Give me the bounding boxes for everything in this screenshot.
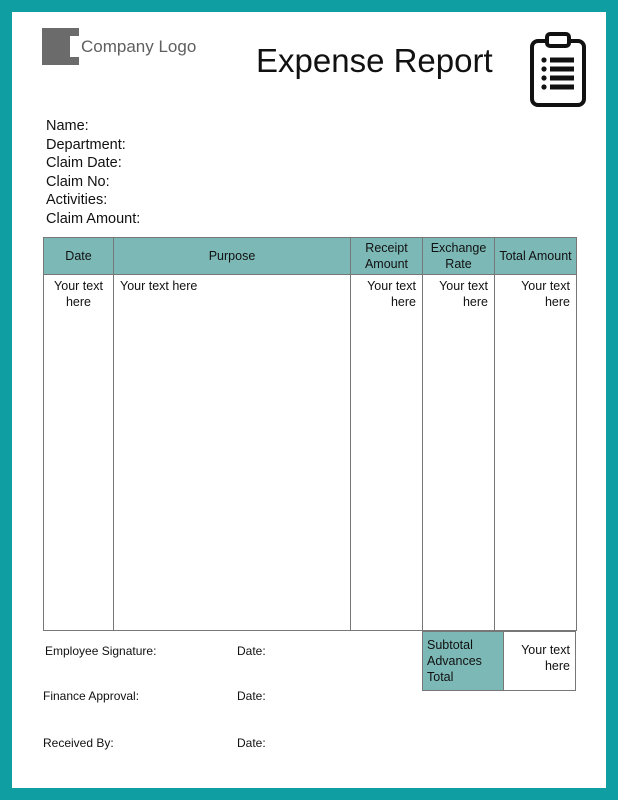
col-header-purpose: Purpose [114,238,351,275]
cell-receipt-amount[interactable]: Your text here [351,275,423,631]
claim-amount-label: Claim Amount: [46,210,141,227]
page-title: Expense Report [256,42,493,79]
totals-labels [423,632,504,691]
cell-purpose[interactable]: Your text here [114,275,351,631]
received-date-label: Date: [237,736,266,750]
cell-total-amount[interactable]: Your text here [495,275,577,631]
col-header-receipt-amount: Receipt Amount [351,238,423,275]
claim-info-fields [46,117,140,228]
col-header-total-amount: Total Amount [495,238,577,275]
col-header-exchange-rate: Exchange Rate [423,238,495,275]
table-row [44,275,577,631]
received-by-label: Received By: [43,736,114,750]
department-label: Department: [46,136,126,153]
total-label: Total [427,670,454,684]
cell-exchange-rate[interactable]: Your text here [423,275,495,631]
totals-value[interactable]: Your text here [504,632,576,691]
col-header-date: Date [44,238,114,275]
subtotal-label: Subtotal [427,638,473,652]
advances-label: Advances [427,654,482,668]
activities-label: Activities: [46,192,108,208]
table-header-row [44,238,577,275]
claim-no-label: Claim No: [46,173,110,190]
claim-date-label: Claim Date: [46,155,122,171]
finance-approval-label: Finance Approval: [43,689,140,703]
finance-date-label: Date: [237,689,266,703]
employee-date-label: Date: [237,644,266,658]
totals-box [422,631,576,691]
employee-signature-label: Employee Signature: [45,644,157,658]
cell-date[interactable]: Your text here [44,275,114,631]
expense-report-page [12,12,606,788]
clipboard-list-icon [529,32,587,108]
name-label: Name: [46,118,89,134]
company-logo [42,28,196,65]
expense-table [43,237,577,631]
logo-mark-icon [42,28,79,65]
logo-text: Company Logo [81,36,197,56]
